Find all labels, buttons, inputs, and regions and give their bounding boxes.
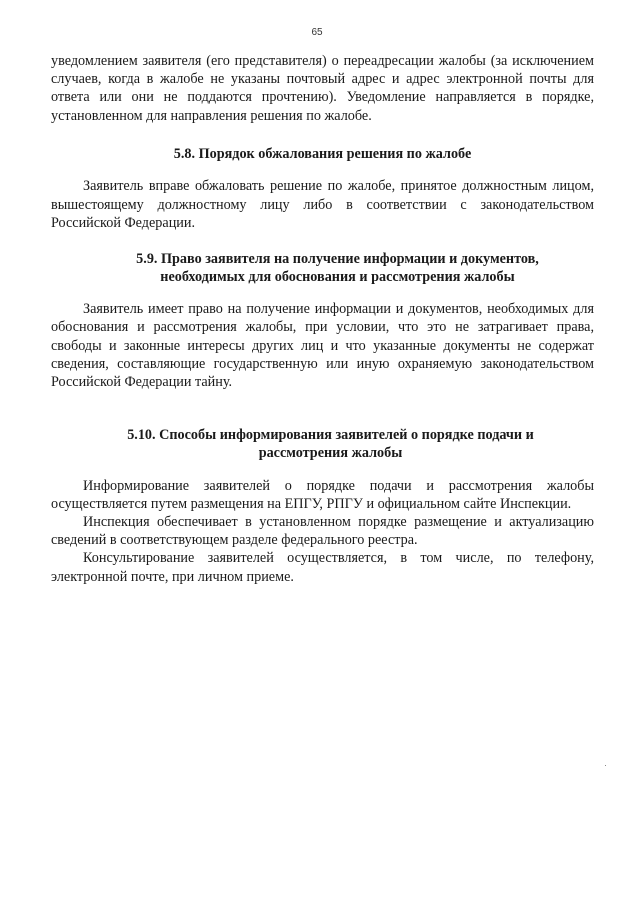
page-number: 65	[311, 27, 323, 38]
section-5-10	[51, 426, 594, 586]
section-5-10-paragraph-3: Консультирование заявителей осуществляется, в том числе, по телефону, электронной почте, при личном приеме.	[51, 550, 594, 585]
page-content	[51, 52, 594, 586]
section-5-10-paragraph-1: Информирование заявителей о порядке подачи и рассмотрения жалобы осуществляется путем размещения на ЕПГУ, РПГУ и официальном сайте Инспекции.	[51, 477, 594, 512]
intro-paragraph: уведомлением заявителя (его представителя) о переадресации жалобы (за исключением случаев, когда в жалобе не указаны почтовый адрес и адрес электронной почты для ответа или они не поддаются прочтению). Уведомление направляется в порядке, установленном для направления решения по жалобе.	[51, 53, 594, 124]
section-5-9	[51, 250, 594, 391]
section-5-10-heading-line-2: рассмотрения жалобы	[258, 445, 403, 462]
section-5-10-heading	[51, 426, 594, 462]
section-5-9-heading-line-2: необходимых для обоснования и рассмотрения жалобы	[160, 269, 515, 285]
section-5-8-heading: 5.8. Порядок обжалования решения по жалобе	[173, 145, 472, 162]
section-5-10-paragraph-2: Инспекция обеспечивает в установленном порядке размещение и актуализацию сведений в соответствующем разделе федерального реестра.	[51, 514, 594, 549]
section-5-9-heading-line-1: 5.9. Право заявителя на получение информации и документов,	[136, 250, 539, 267]
section-5-8-paragraph: Заявитель вправе обжаловать решение по жалобе, принятое должностным лицом, вышестоящему должностному лицу либо в соответствии с законодательством Российской Федерации.	[51, 178, 594, 232]
scan-speck	[605, 765, 606, 766]
section-5-8	[51, 145, 594, 233]
section-5-9-paragraph: Заявитель имеет право на получение информации и документов, необходимых для обоснования и рассмотрения жалобы, при условии, что это не затрагивает права, свободы и законные интересы других лиц и что указанные документы не содержат сведения, составляющие государственную или иную охраняемую законодательством Российской Федерации тайну.	[51, 301, 594, 391]
section-5-10-heading-line-1: 5.10. Способы информирования заявителей о порядке подачи и	[127, 427, 534, 444]
section-5-9-heading	[51, 250, 594, 286]
